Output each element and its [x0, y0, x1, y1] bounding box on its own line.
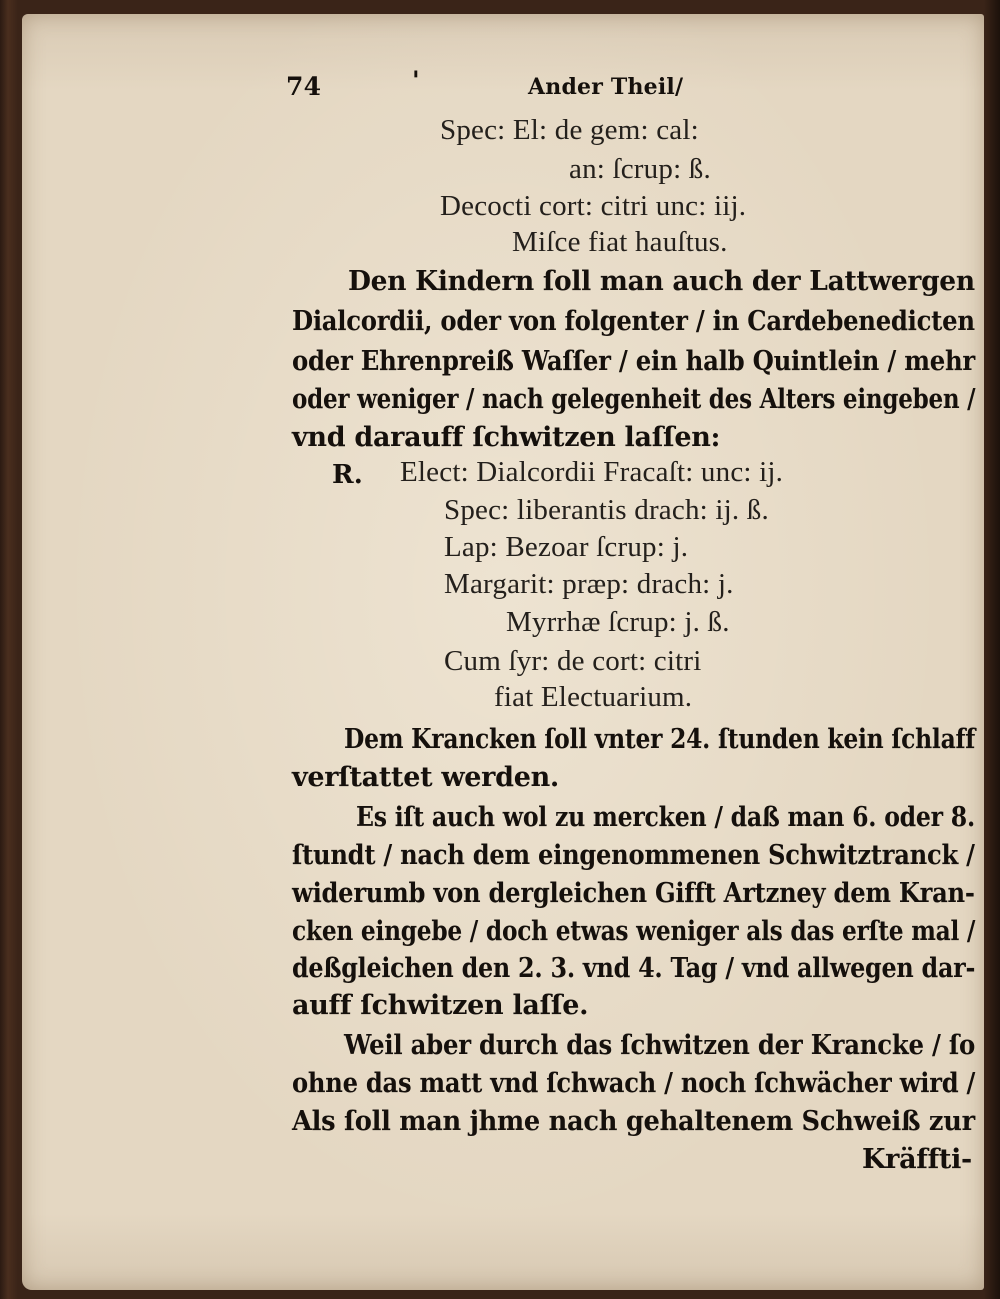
- text-line: fiat Electuarium.: [494, 681, 693, 713]
- text-line: deßgleichen den 2. 3. vnd 4. Tag / vnd allwegen dar-: [292, 953, 976, 984]
- text-line: Miſce fiat hauſtus.: [512, 226, 728, 258]
- page-number: 74: [286, 72, 322, 101]
- text-line: Spec: liberantis drach: ij. ß.: [444, 494, 769, 526]
- text-line: Decocti cort: citri unc: iij.: [440, 190, 747, 222]
- text-line: oder Ehrenpreiß Waſſer / ein halb Quintlein / mehr: [292, 346, 976, 377]
- text-line: ſtundt / nach dem eingenommenen Schwitztranck /: [292, 840, 975, 871]
- text-line: Elect: Dialcordii Fracaſt: unc: ij.: [400, 456, 784, 488]
- text-line: Als ſoll man jhme nach gehaltenem Schweiß zur: [292, 1106, 975, 1137]
- text-line: vnd darauff ſchwitzen laſſen:: [292, 422, 721, 453]
- catchword: Kräffti-: [862, 1144, 972, 1175]
- text-line: oder weniger / nach gelegenheit des Alters eingeben /: [292, 384, 976, 415]
- text-line: Lap: Bezoar ſcrup: j.: [444, 531, 689, 563]
- text-line: Myrrhæ ſcrup: j. ß.: [506, 606, 730, 638]
- text-line: cken eingebe / doch etwas weniger als das erſte mal /: [292, 916, 976, 947]
- recipe-sign: R.: [332, 460, 364, 490]
- header-mark: ': [412, 66, 420, 95]
- text-line: Margarit: præp: drach: j.: [444, 568, 734, 600]
- running-title: Ander Theil/: [528, 74, 684, 100]
- text-line: Den Kindern ſoll man auch der Lattwergen: [348, 266, 975, 297]
- text-line: Es iſt auch wol zu mercken / daß man 6. oder 8.: [356, 802, 975, 833]
- text-line: ohne das matt vnd ſchwach / noch ſchwächer wird /: [292, 1068, 976, 1099]
- text-line: Weil aber durch das ſchwitzen der Krancke / ſo: [344, 1030, 976, 1061]
- text-line: widerumb von dergleichen Gifft Artzney dem Kran-: [292, 878, 975, 909]
- text-line: Dialcordii, oder von folgenter / in Cardebenedicten: [292, 306, 975, 337]
- text-line: Cum ſyr: de cort: citri: [444, 645, 702, 677]
- text-line: Dem Krancken ſoll vnter 24. ſtunden kein ſchlaff: [344, 724, 976, 755]
- text-line: an: ſcrup: ß.: [569, 153, 711, 185]
- text-line: auff ſchwitzen laſſe.: [292, 990, 589, 1021]
- book-edge: [984, 0, 1000, 1299]
- text-line: verſtattet werden.: [292, 762, 559, 793]
- text-line: Spec: El: de gem: cal:: [440, 114, 699, 146]
